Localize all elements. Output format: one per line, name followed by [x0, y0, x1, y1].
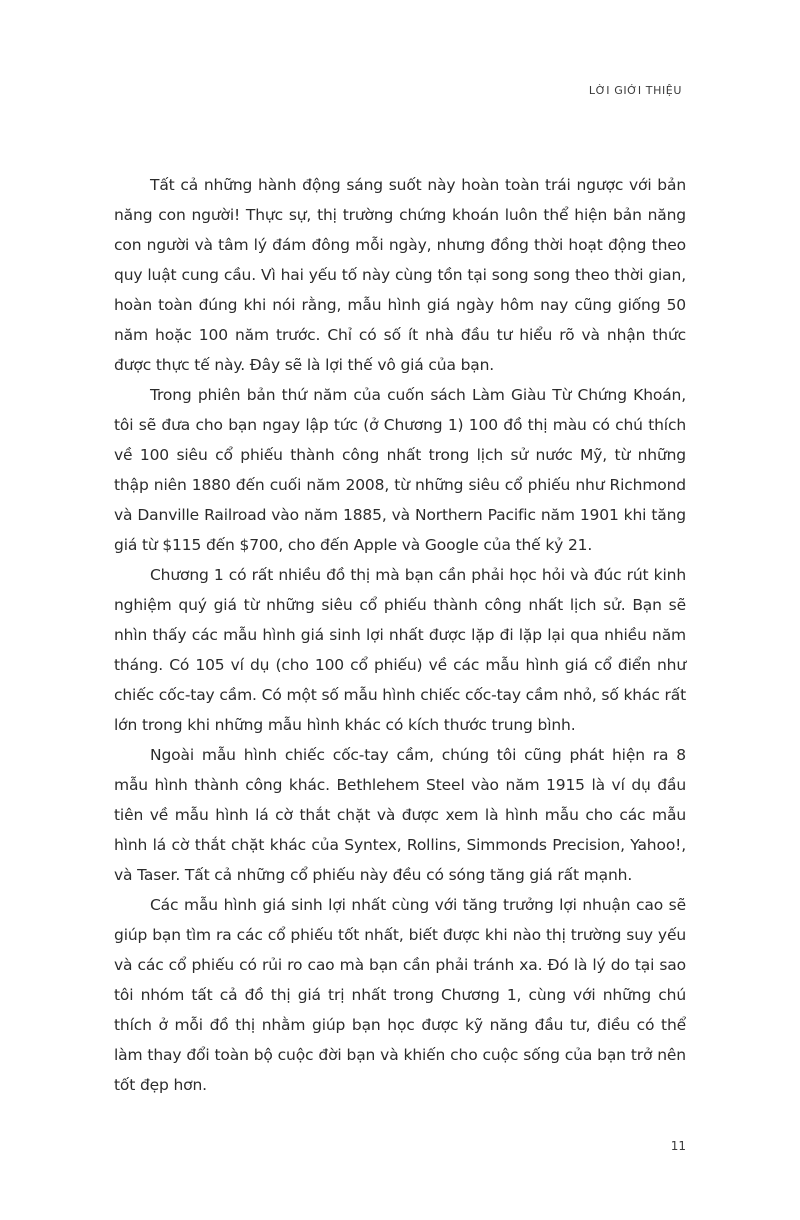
paragraph-3: Chương 1 có rất nhiều đồ thị mà bạn cần phải học hỏi và đúc rút kinh nghiệm quý giá từ những siêu cổ phiếu thành công nhất lịch sử. Bạn sẽ nhìn thấy các mẫu hình giá sinh lợi nhất được lặp đi lặp lại qua nhiều năm tháng. Có 105 ví dụ (cho 100 cổ phiếu) về các mẫu hình giá cổ điển như chiếc cốc-tay cầm. Có một số mẫu hình chiếc cốc-tay cầm nhỏ, số khác rất lớn trong khi những mẫu hình khác có kích thước trung bình.: [114, 566, 686, 734]
page-body: [114, 170, 686, 1100]
paragraph-2: Trong phiên bản thứ năm của cuốn sách Làm Giàu Từ Chứng Khoán, tôi sẽ đưa cho bạn ngay lập tức (ở Chương 1) 100 đồ thị màu có chú thích về 100 siêu cổ phiếu thành công nhất trong lịch sử nước Mỹ, từ những thập niên 1880 đến cuối năm 2008, từ những siêu cổ phiếu như Richmond và Danville Railroad vào năm 1885, và Northern Pacific năm 1901 khi tăng giá từ $115 đến $700, cho đến Apple và Google của thế kỷ 21.: [114, 386, 686, 554]
paragraph-1: Tất cả những hành động sáng suốt này hoàn toàn trái ngược với bản năng con người! Thực sự, thị trường chứng khoán luôn thể hiện bản năng con người và tâm lý đám đông mỗi ngày, nhưng đồng thời hoạt động theo quy luật cung cầu. Vì hai yếu tố này cùng tồn tại song song theo thời gian, hoàn toàn đúng khi nói rằng, mẫu hình giá ngày hôm nay cũng giống 50 năm hoặc 100 năm trước. Chỉ có số ít nhà đầu tư hiểu rõ và nhận thức được thực tế này. Đây sẽ là lợi thế vô giá của bạn.: [114, 176, 686, 374]
paragraph-5: Các mẫu hình giá sinh lợi nhất cùng với tăng trưởng lợi nhuận cao sẽ giúp bạn tìm ra các cổ phiếu tốt nhất, biết được khi nào thị trường suy yếu và các cổ phiếu có rủi ro cao mà bạn cần phải tránh xa. Đó là lý do tại sao tôi nhóm tất cả đồ thị giá trị nhất trong Chương 1, cùng với những chú thích ở mỗi đồ thị nhằm giúp bạn học được kỹ năng đầu tư, điều có thể làm thay đổi toàn bộ cuộc đời bạn và khiến cho cuộc sống của bạn trở nên tốt đẹp hơn.: [114, 896, 686, 1094]
page-number: 11: [670, 1139, 686, 1153]
running-header: LỜI GIỚI THIỆU: [588, 84, 682, 97]
paragraph-4: Ngoài mẫu hình chiếc cốc-tay cầm, chúng tôi cũng phát hiện ra 8 mẫu hình thành công khác. Bethlehem Steel vào năm 1915 là ví dụ đầu tiên về mẫu hình lá cờ thắt chặt và được xem là hình mẫu cho các mẫu hình lá cờ thắt chặt khác của Syntex, Rollins, Simmonds Precision, Yahoo!, và Taser. Tất cả những cổ phiếu này đều có sóng tăng giá rất mạnh.: [114, 746, 686, 884]
